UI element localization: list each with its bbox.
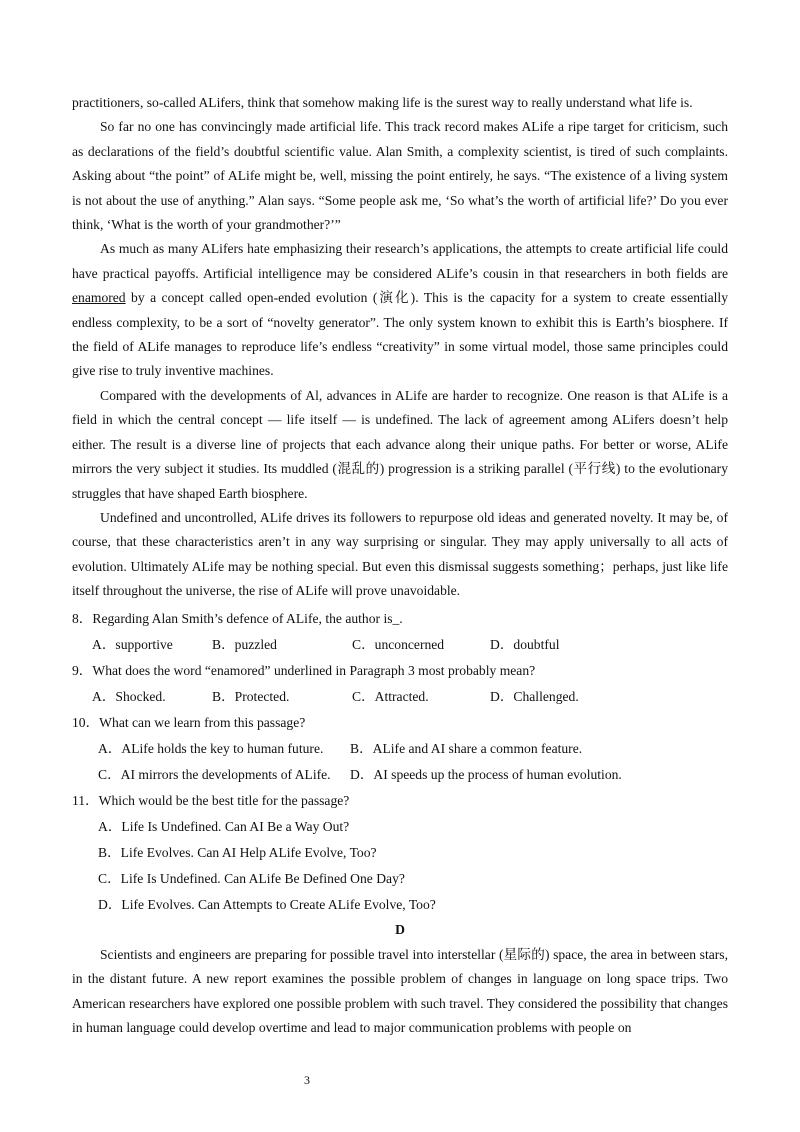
question-stem: 8．Regarding Alan Smith’s defence of ALife, the author is_. (72, 611, 403, 626)
question-stem: 10．What can we learn from this passage? (72, 715, 306, 730)
paragraph: Undefined and uncontrolled, ALife drives its followers to repurpose old ideas and generated novelty. It may be, of course, that these characteristics aren’t in any way surprising or singular. They may apply universally to all acts of evolution. Ultimately ALife may be nothing special. But even this dismissal suggests something；perhaps, just like life itself throughout the universe, the rise of ALife will prove unavoidable. (72, 509, 728, 599)
question-stem: 11．Which would be the best title for the passage? (72, 793, 350, 808)
option-a: A．Shocked. (92, 689, 166, 704)
option-c: C．Attracted. (352, 689, 429, 704)
question-stem: 9．What does the word “enamored” underlined in Paragraph 3 most probably mean? (72, 663, 536, 678)
option-a: A．supportive (92, 637, 173, 652)
passage-c (72, 91, 728, 604)
option-a: A．Life Is Undefined. Can AI Be a Way Out? (98, 819, 350, 834)
option-b: B．Life Evolves. Can AI Help ALife Evolve, Too? (98, 845, 377, 860)
option-d: D．Challenged. (490, 689, 579, 704)
option-d: D．AI speeds up the process of human evolution. (350, 767, 622, 782)
option-b: B．Protected. (212, 689, 290, 704)
option-c: C．unconcerned (352, 637, 445, 652)
paragraph (72, 237, 728, 383)
option-c: C．AI mirrors the developments of ALife. (98, 767, 331, 782)
option-c: C．Life Is Undefined. Can ALife Be Defined One Day? (98, 871, 405, 886)
passage-d (72, 943, 728, 1041)
option-d: D．doubtful (490, 637, 560, 652)
paragraph-text: As much as many ALifers hate emphasizing their research’s applications, the attempts to create artificial life could have practical payoffs. Artificial intelligence may be considered ALife’s cousin in that researchers in both fields are (72, 241, 728, 281)
section-title: D (395, 922, 405, 937)
paragraph: So far no one has convincingly made artificial life. This track record makes ALife a ripe target for criticism, such as declarations of the field’s doubtful scientific value. Alan Smith, a complexity scientist, is tired of such complaints. Asking about “the point” of ALife might be, well, missing the point entirely, he says. “The existence of a living system is not about the use of anything.” Alan says. “Some people ask me, ‘So what’s the worth of artificial life?’ Do you ever think, ‘What is the worth of your grandmother?’” (72, 119, 728, 233)
paragraph: practitioners, so-called ALifers, think that somehow making life is the surest way to really understand what life is. (72, 95, 693, 110)
paragraph-text: by a concept called open-ended evolution (演化). This is the capacity for a system to create essentially endless complexity, to be a sort of “novelty generator”. The only system known to exhibit this is Earth’s biosphere. If the field of ALife manages to reproduce life’s endless “creativity” in some virtual model, those same principles could give rise to truly inventive machines. (72, 290, 728, 379)
option-b: B．puzzled (212, 637, 277, 652)
option-d: D．Life Evolves. Can Attempts to Create ALife Evolve, Too? (98, 897, 436, 912)
page-number: 3 (304, 1073, 310, 1087)
paragraph: Scientists and engineers are preparing for possible travel into interstellar (星际的) space, the area in between stars, in the distant future. A new report examines the possible problem of changes in language on long space trips. Two American researchers have explored one possible problem with such travel. They considered the possibility that changes in human language could develop overtime and lead to major communication problems with people on (72, 947, 728, 1036)
option-b: B．ALife and AI share a common feature. (350, 741, 583, 756)
option-a: A．ALife holds the key to human future. (98, 741, 324, 756)
paragraph: Compared with the developments of Al, advances in ALife are harder to recognize. One reason is that ALife is a field in which the central concept — life itself — is undefined. The lack of agreement among ALifers doesn’t help either. The result is a diverse line of projects that each advance along their unique paths. For better or worse, ALife mirrors the very subject it studies. Its muddled (混乱的) progression is a striking parallel (平行线) to the evolutionary struggles that have shaped Earth biosphere. (72, 387, 728, 501)
underlined-word: enamored (72, 290, 126, 306)
